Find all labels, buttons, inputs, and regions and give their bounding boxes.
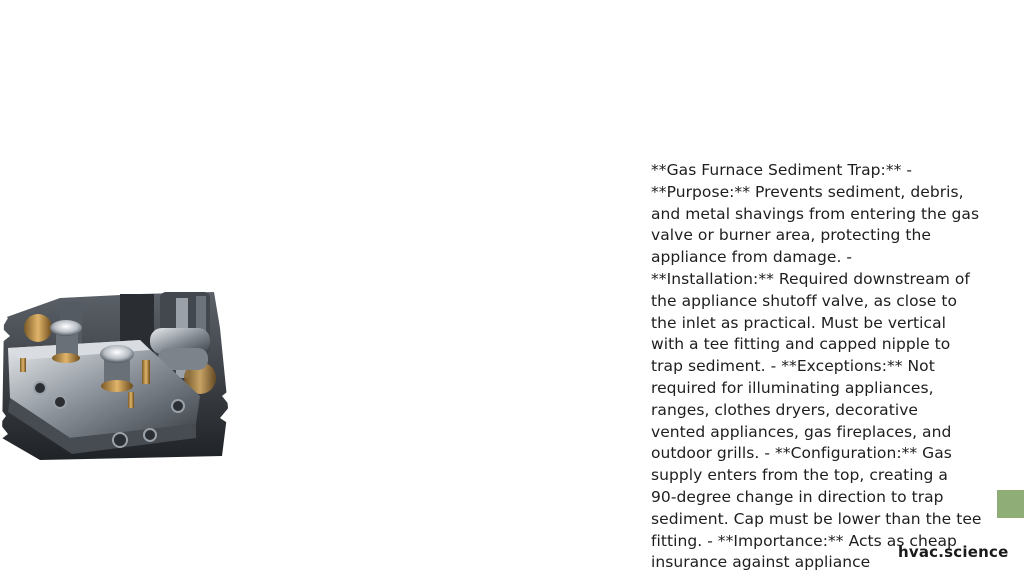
article-line: with a tee fitting and capped nipple to [651, 335, 951, 354]
article-line: required for illuminating appliances, [651, 378, 934, 397]
article-line: vented appliances, gas fireplaces, and [651, 422, 952, 441]
site-watermark: hvac.science [898, 543, 1009, 561]
article-line: the inlet as practical. Must be vertical [651, 313, 947, 332]
article-line: fitting. - **Importance:** Acts as cheap [651, 531, 957, 550]
article-line: and metal shavings from entering the gas [651, 204, 980, 223]
article-line: supply enters from the top, creating a [651, 466, 948, 485]
article-line: sediment. Cap must be lower than the tee [651, 509, 982, 528]
gas-valve-manifold-image [0, 288, 232, 460]
article-line: appliance from damage. - [651, 248, 853, 267]
article-line: ranges, clothes dryers, decorative [651, 400, 919, 419]
article-line: outdoor grills. - **Configuration:** Gas [651, 444, 952, 463]
article-line: insurance against appliance [651, 553, 871, 572]
brand-accent-block [997, 490, 1024, 518]
article-line: **Installation:** Required downstream of [651, 269, 970, 288]
article-text [651, 160, 986, 574]
article-line: **Purpose:** Prevents sediment, debris, [651, 182, 964, 201]
article-line: valve or burner area, protecting the [651, 226, 931, 245]
article-line: the appliance shutoff valve, as close to [651, 291, 958, 310]
article-line: trap sediment. - **Exceptions:** Not [651, 357, 935, 376]
article-line: 90-degree change in direction to trap [651, 487, 944, 506]
article-line: **Gas Furnace Sediment Trap:** - [651, 161, 913, 179]
